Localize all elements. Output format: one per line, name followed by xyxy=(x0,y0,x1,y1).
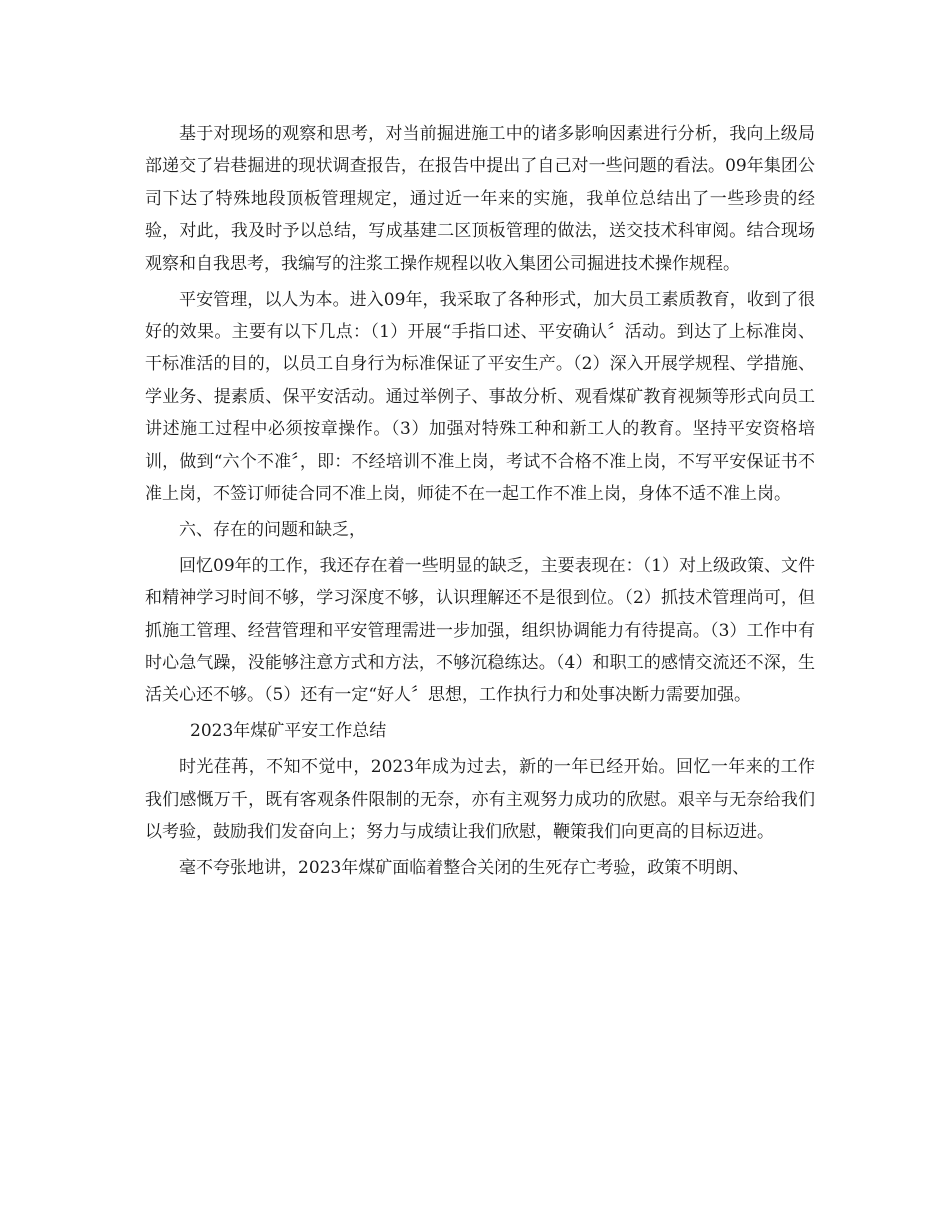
document-title-2023-summary: 2023年煤矿平安工作总结 xyxy=(190,721,387,742)
paragraph-year-review: 时光荏苒，不知不觉中，2023年成为过去，新的一年已经开始。回忆一年来的工作我们感慨万千，既有客观条件限制的无奈，亦有主观努力成功的欣慰。艰辛与无奈给我们以考验，鼓励我们发奋向上；努力与成绩让我们欣慰，鞭策我们向更高的目标迈进。 xyxy=(145,757,815,843)
paragraph-closure-challenge: 毫不夸张地讲，2023年煤矿面临着整合关闭的生死存亡考验，政策不明朗、 xyxy=(179,857,750,878)
section-heading-problems: 六、存在的问题和缺乏， xyxy=(179,519,366,540)
document-body xyxy=(145,118,815,888)
paragraph-report-summary: 基于对现场的观察和思考，对当前掘进施工中的诸多影响因素进行分析，我向上级局部递交了岩巷掘进的现状调查报告，在报告中提出了自己对一些问题的看法。09年集团公司下达了特殊地段顶板管理规定，通过近一年来的实施，我单位总结出了一些珍贵的经验，对此，我及时予以总结，写成基建二区顶板管理的做法，送交技术科审阅。结合现场观察和自我思考，我编写的注浆工操作规程以收入集团公司掘进技术操作规程。 xyxy=(145,124,815,274)
paragraph-shortcomings: 回忆09年的工作，我还存在着一些明显的缺乏，主要表现在：（1）对上级政策、文件和精神学习时间不够，学习深度不够，认识理解还不是很到位。（2）抓技术管理尚可，但抓施工管理、经营管理和平安管理需进一步加强，组织协调能力有待提高。（3）工作中有时心急气躁，没能够注意方式和方法，不够沉稳练达。（4）和职工的感情交流还不深，生活关心还不够。（5）还有一定“好人〞思想，工作执行力和处事决断力需要加强。 xyxy=(145,555,815,706)
paragraph-safety-management: 平安管理，以人为本。进入09年，我采取了各种形式，加大员工素质教育，收到了很好的效果。主要有以下几点：（1）开展“手指口述、平安确认〞活动。到达了上标准岗、干标准活的目的，以员工自身行为标准保证了平安生产。（2）深入开展学规程、学措施、学业务、提素质、保平安活动。通过举例子、事故分析、观看煤矿教育视频等形式向员工讲述施工过程中必须按章操作。（3）加强对特殊工种和新工人的教育。坚持平安资格培训，做到“六个不准〞，即：不经培训不准上岗，考试不合格不准上岗，不写平安保证书不准上岗，不签订师徒合同不准上岗，师徒不在一起工作不准上岗，身体不适不准上岗。 xyxy=(145,289,815,504)
